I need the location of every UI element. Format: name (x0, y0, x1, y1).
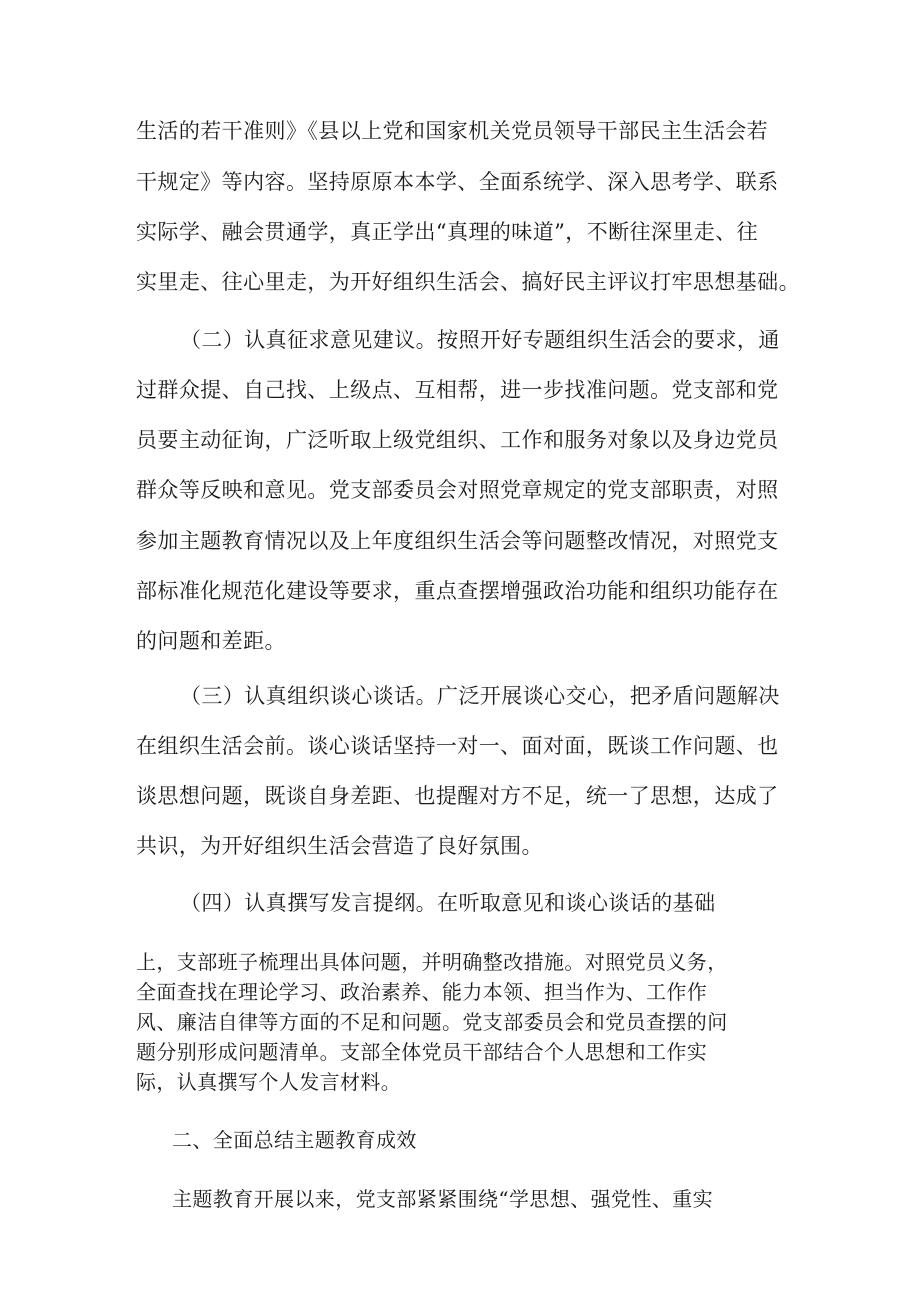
text-line: 过群众提、自己找、上级点、互相帮，进一步找准问题。党支部和党 (136, 378, 779, 402)
text-line: 际，认真撰写个人发言材料。 (136, 1070, 402, 1094)
text-line: 题分别形成问题清单。支部全体党员干部结合个人思想和工作实 (136, 1040, 708, 1064)
text-line: 共识，为开好组织生活会营造了良好氛围。 (136, 834, 543, 858)
text-line: 实里走、往心里走，为开好组织生活会、搞好民主评议打牢思想基础。 (136, 270, 801, 294)
text-line: 实际学、融会贯通学，真正学出“真理的味道”，不断往深里走、往 (136, 220, 759, 244)
text-line: 干规定》等内容。坚持原原本本学、全面系统学、深入思考学、联系 (136, 170, 779, 194)
text-line: 的问题和差距。 (136, 629, 286, 653)
text-line: （四）认真撰写发言提纲。在听取意见和谈心谈话的基础 (180, 891, 716, 915)
text-line: 在组织生活会前。谈心谈话坚持一对一、面对面，既谈工作问题、也 (136, 734, 779, 758)
text-line: 全面查找在理论学习、政治素养、能力本领、担当作为、工作作 (136, 980, 708, 1004)
text-line: 上，支部班子梳理出具体问题，并明确整改措施。对照党员义务， (136, 950, 728, 974)
text-line: （三）认真组织谈心谈话。广泛开展谈心交心，把矛盾问题解决 (180, 684, 780, 708)
text-line: 参加主题教育情况以及上年度组织生活会等问题整改情况，对照党支 (136, 529, 779, 553)
text-line: 员要主动征询，广泛听取上级党组织、工作和服务对象以及身边党员 (136, 428, 779, 452)
text-line: 主题教育开展以来，党支部紧紧围绕“学思想、强党性、重实 (172, 1187, 714, 1211)
text-line: 谈思想问题，既谈自身差距、也提醒对方不足，统一了思想，达成了 (136, 784, 779, 808)
section-heading: 二、全面总结主题教育成效 (172, 1128, 417, 1152)
text-line: 部标准化规范化建设等要求，重点查摆增强政治功能和组织功能存在 (136, 579, 779, 603)
text-line: 生活的若干准则》《县以上党和国家机关党员领导干部民主生活会若 (136, 119, 769, 143)
text-line: 群众等反映和意见。党支部委员会对照党章规定的党支部职责，对照 (136, 478, 779, 502)
text-line: 风、廉洁自律等方面的不足和问题。党支部委员会和党员查摆的问 (136, 1010, 728, 1034)
text-line: （二）认真征求意见建议。按照开好专题组织生活会的要求，通 (180, 328, 780, 352)
